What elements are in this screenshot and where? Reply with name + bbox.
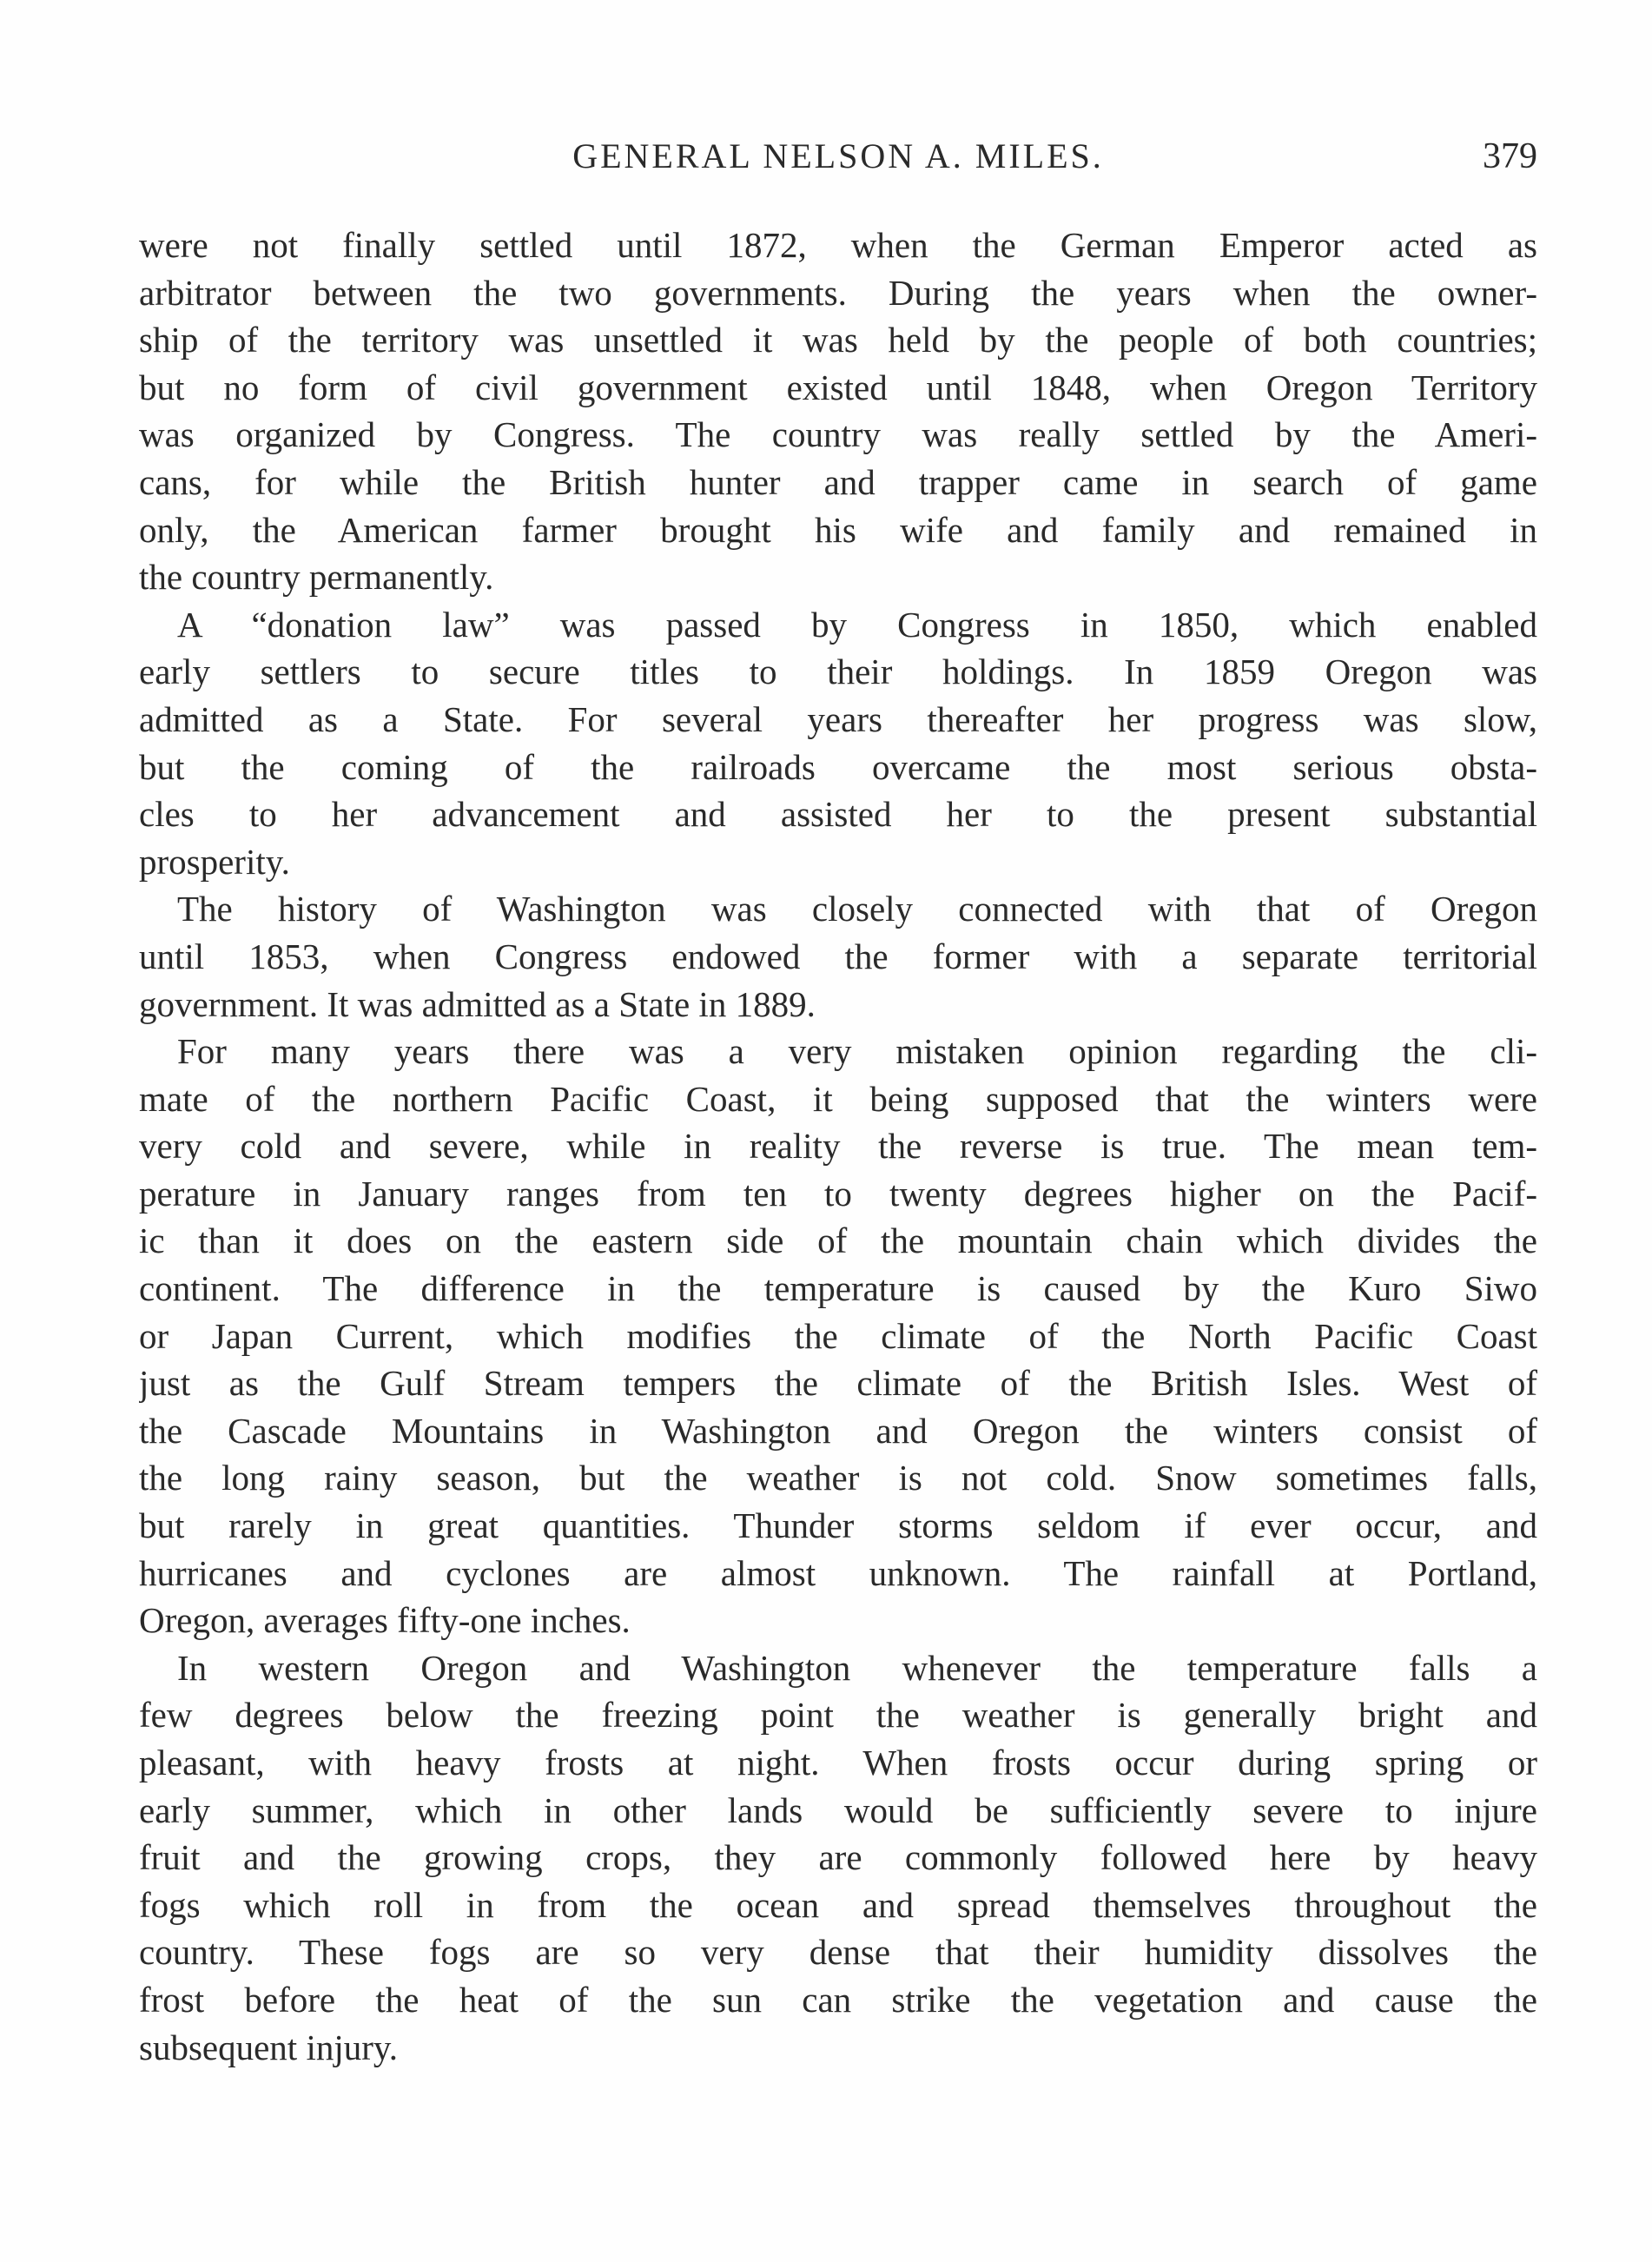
text-line: prosperity. [139,841,290,882]
text-line: pleasant, with heavy frosts at night. When frosts occur during spring or [139,1743,1537,1782]
text-line: government. It was admitted as a State in 1889. [139,983,816,1024]
page-number: 379 [1483,136,1537,176]
text-line: For many years there was a very mistaken opinion regarding the cli- [177,1031,1537,1072]
text-line: the long rainy season, but the weather is not cold. Snow sometimes falls, [139,1458,1537,1498]
text-line: continent. The difference in the temperature is caused by the Kuro Siwo [139,1268,1537,1309]
text-line: very cold and severe, while in reality the reverse is true. The mean tem- [139,1126,1537,1167]
text-line: A “donation law” was passed by Congress in 1850, which enabled [177,604,1537,645]
text-line: admitted as a State. For several years thereafter her progress was slow, [139,698,1537,739]
text-line: fogs which roll in from the ocean and spread themselves throughout the [139,1884,1537,1925]
text-line: Oregon, averages fifty-one inches. [139,1600,631,1641]
text-line: the Cascade Mountains in Washington and Oregon the winters consist of [139,1410,1537,1451]
paragraph-4 [139,1028,1537,1644]
text-line: few degrees below the freezing point the weather is generally bright and [139,1695,1537,1736]
text-line: early settlers to secure titles to their holdings. In 1859 Oregon was [139,651,1537,692]
text-line: perature in January ranges from ten to twenty degrees higher on the Pacif- [139,1173,1537,1214]
text-line: country. These fogs are so very dense that their humidity dissolves the [139,1932,1537,1973]
text-line: frost before the heat of the sun can strike the vegetation and cause the [139,1979,1537,2020]
text-line: only, the American farmer brought his wife and family and remained in [139,509,1537,550]
text-line: mate of the northern Pacific Coast, it being supposed that the winters were [139,1078,1537,1119]
paragraph-5 [139,1644,1537,2071]
text-line: ship of the territory was unsettled it was held by the people of both countries; [139,320,1537,360]
text-line: but the coming of the railroads overcame the most serious obsta- [139,746,1537,787]
text-line: the country permanently. [139,557,494,598]
text-line: arbitrator between the two governments. During the years when the owner- [139,272,1537,313]
text-line: hurricanes and cyclones are almost unknown. The rainfall at Portland, [139,1552,1537,1593]
paragraph-1 [139,222,1537,601]
text-line: were not finally settled until 1872, when the German Emperor acted as [139,225,1537,265]
text-line: or Japan Current, which modifies the climate of the North Pacific Coast [139,1315,1537,1356]
text-line: was organized by Congress. The country was really settled by the Ameri- [139,414,1537,455]
text-line: until 1853, when Congress endowed the former with a separate territorial [139,936,1537,976]
text-line: subsequent injury. [139,2027,398,2067]
text-line: early summer, which in other lands would be sufficiently severe to injure [139,1789,1537,1830]
body-text [139,222,1537,2071]
running-title: GENERAL NELSON A. MILES. [572,136,1104,175]
text-line: The history of Washington was closely connected with that of Oregon [177,889,1537,929]
text-line: but rarely in great quantities. Thunder storms seldom if ever occur, and [139,1505,1537,1546]
text-line: cles to her advancement and assisted her to the present substantial [139,794,1537,835]
text-line: cans, for while the British hunter and trapper came in search of game [139,461,1537,502]
paragraph-3 [139,885,1537,1028]
text-line: ic than it does on the eastern side of the mountain chain which divides the [139,1220,1537,1261]
running-head [139,130,1537,182]
paragraph-2 [139,601,1537,886]
text-line: fruit and the growing crops, they are commonly followed here by heavy [139,1837,1537,1878]
text-line: but no form of civil government existed until 1848, when Oregon Territory [139,367,1537,407]
text-line: In western Oregon and Washington whenever the temperature falls a [177,1647,1537,1688]
text-line: just as the Gulf Stream tempers the climate of the British Isles. West of [139,1363,1537,1404]
